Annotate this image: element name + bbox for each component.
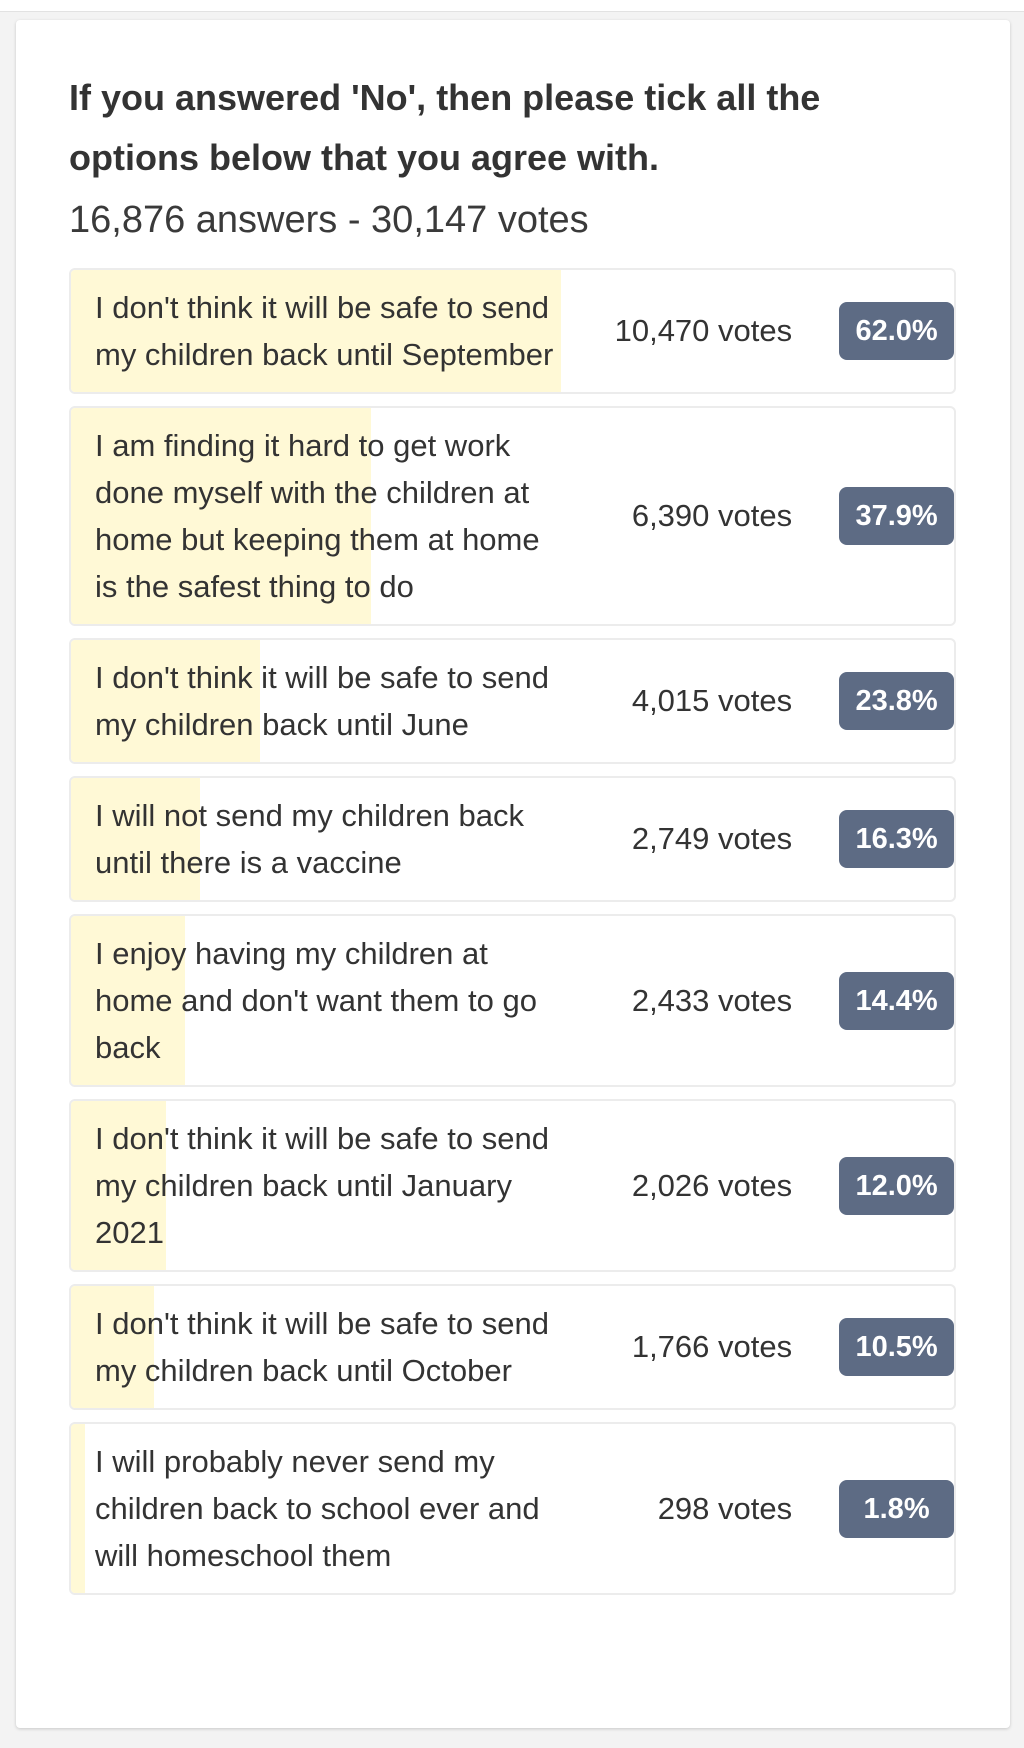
option-percent-badge: 1.8%: [839, 1480, 954, 1538]
option-vote-count: 4,015 votes: [631, 683, 793, 718]
poll-question: If you answered 'No', then please tick all the options below that you agree with.: [69, 77, 821, 178]
poll-options: [69, 268, 956, 1595]
option-vote-count: 2,433 votes: [631, 982, 793, 1018]
top-divider: [0, 0, 1024, 12]
option-vote-count: 1,766 votes: [631, 1329, 793, 1364]
option-label: I enjoy having my children at home and don't want them to go back: [95, 936, 537, 1065]
poll-option-september[interactable]: [69, 268, 956, 394]
poll-option-enjoy-home[interactable]: [69, 914, 956, 1087]
option-percent-badge: 23.8%: [839, 672, 954, 730]
option-label: I will not send my children back until there is a vaccine: [95, 798, 525, 880]
option-label: I will probably never send my children back to school ever and will homeschool them: [95, 1444, 540, 1573]
option-percent-badge: 37.9%: [839, 487, 954, 545]
option-vote-count: 2,749 votes: [631, 821, 793, 856]
option-label: I am finding it hard to get work done myself with the children at home but keeping them at home is the safest thing to do: [95, 428, 540, 604]
option-percent-badge: 14.4%: [839, 972, 954, 1030]
poll-summary: 16,876 answers - 30,147 votes: [69, 199, 589, 241]
poll-option-vaccine[interactable]: [69, 776, 956, 902]
option-label: I don't think it will be safe to send my children back until January 2021: [95, 1121, 549, 1250]
poll-card: [16, 20, 1010, 1728]
option-vote-count: 2,026 votes: [631, 1167, 793, 1203]
poll-option-work-at-home[interactable]: [69, 406, 956, 626]
vote-share-bar: [71, 1424, 85, 1593]
option-label: I don't think it will be safe to send my children back until October: [95, 1306, 549, 1388]
option-percent-badge: 12.0%: [839, 1157, 954, 1215]
poll-option-homeschool[interactable]: [69, 1422, 956, 1595]
option-label: I don't think it will be safe to send my children back until September: [95, 290, 554, 372]
option-vote-count: 10,470 votes: [614, 313, 793, 348]
option-percent-badge: 62.0%: [839, 302, 954, 360]
poll-option-january-2021[interactable]: [69, 1099, 956, 1272]
poll-option-october[interactable]: [69, 1284, 956, 1410]
option-percent-badge: 16.3%: [839, 810, 954, 868]
option-percent-badge: 10.5%: [839, 1318, 954, 1376]
option-vote-count: 6,390 votes: [631, 498, 793, 533]
option-vote-count: 298 votes: [657, 1490, 793, 1526]
poll-option-june[interactable]: [69, 638, 956, 764]
option-label: I don't think it will be safe to send my children back until June: [95, 660, 549, 742]
